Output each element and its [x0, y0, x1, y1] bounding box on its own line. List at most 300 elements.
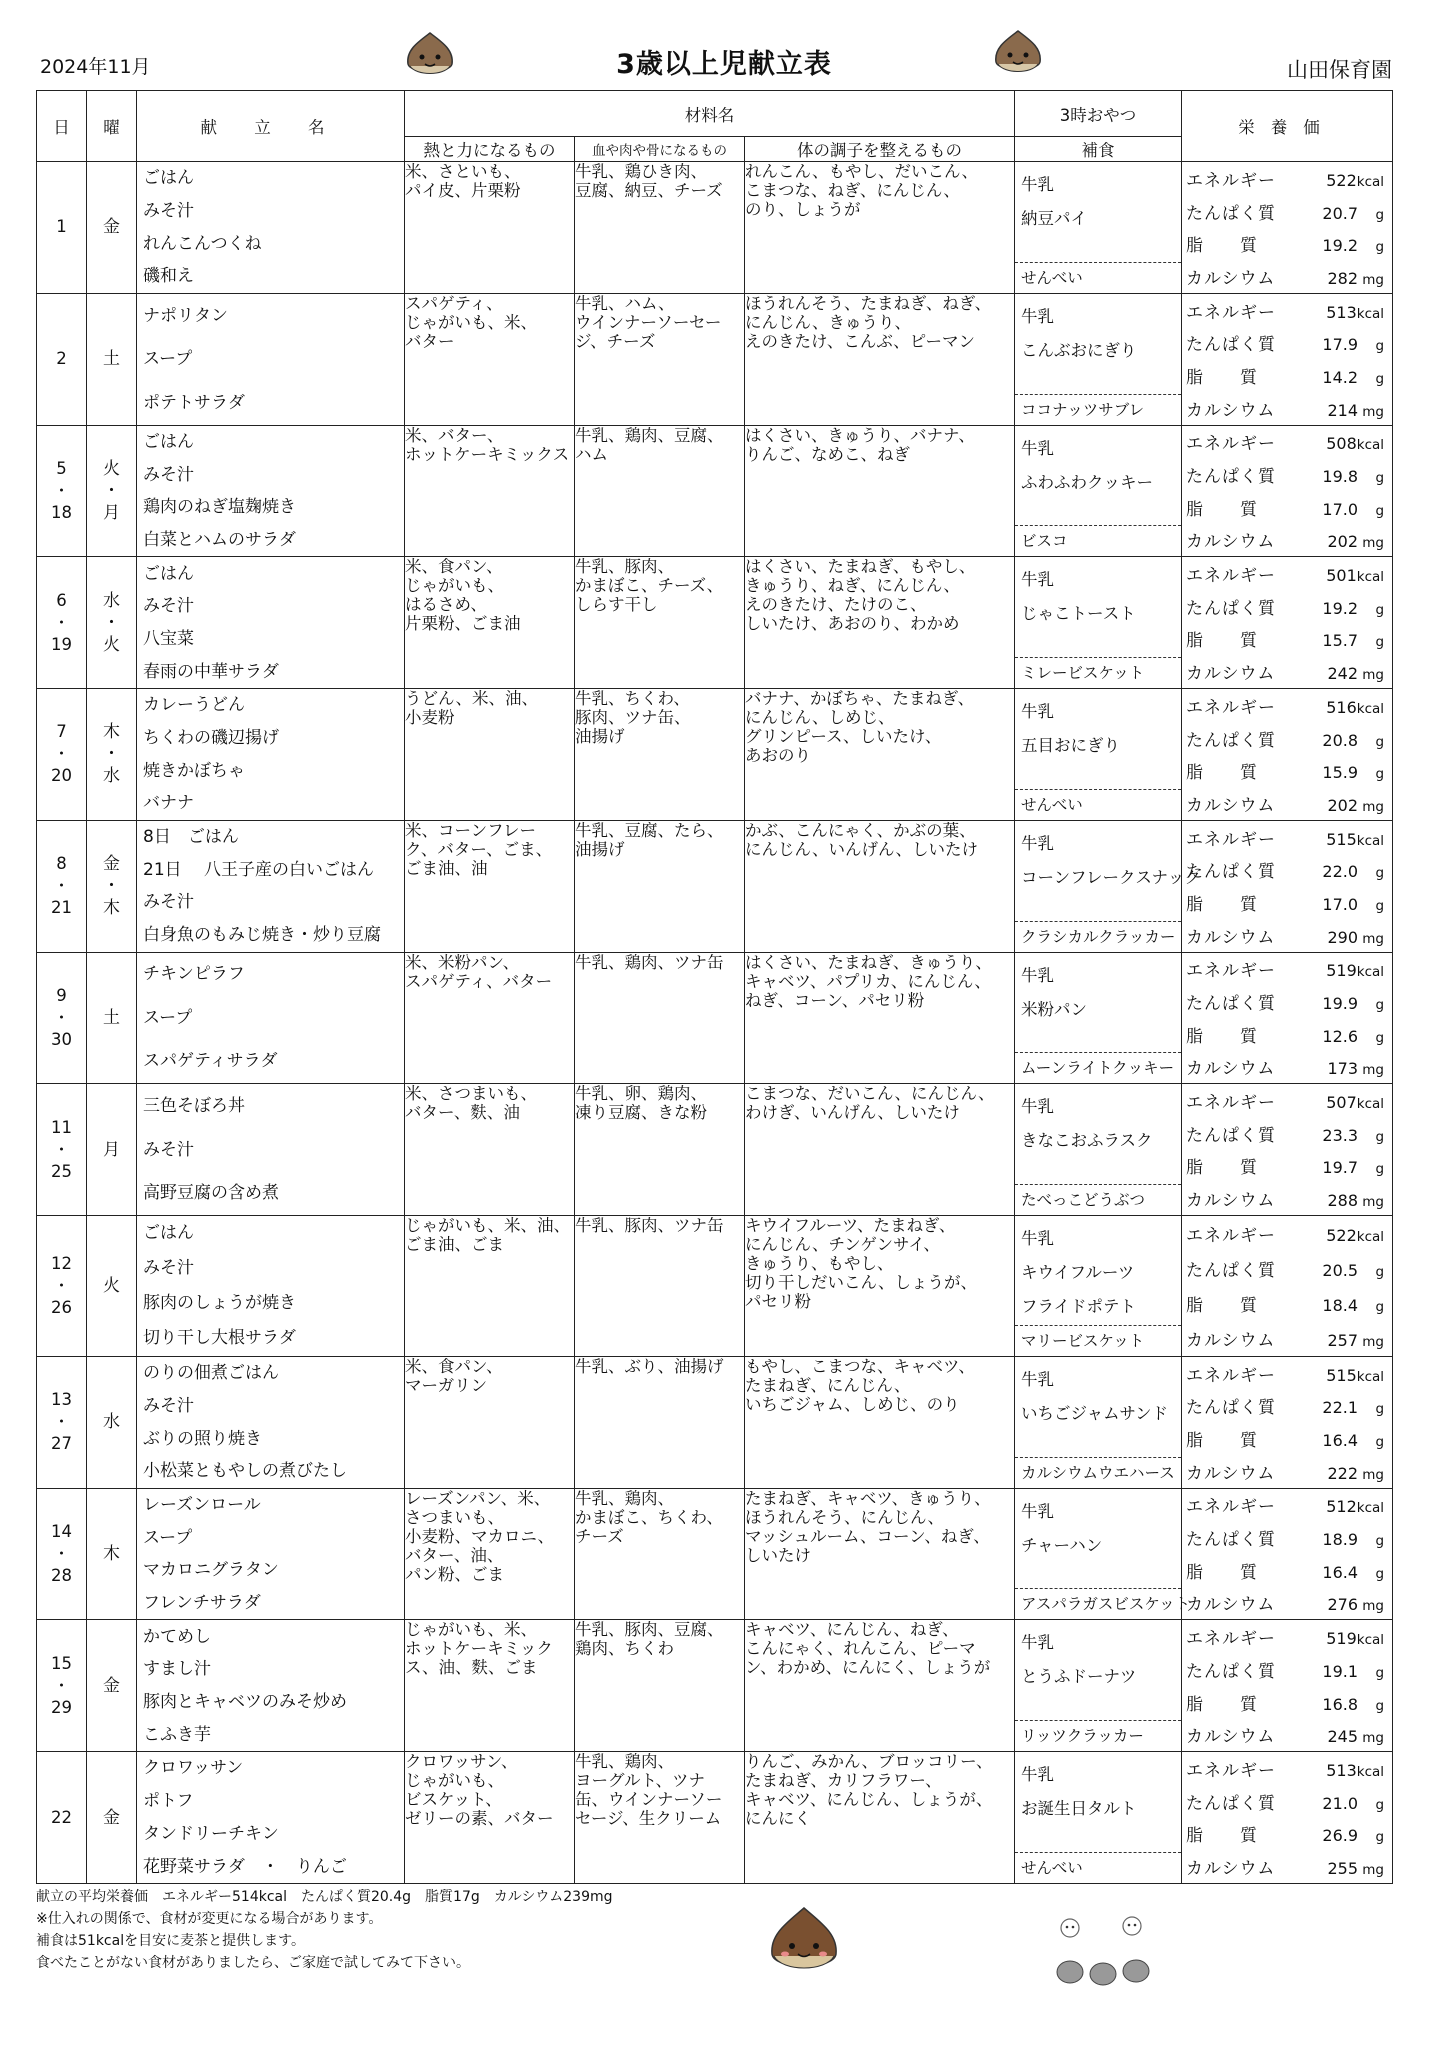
nutrient-value: 22.0: [1322, 862, 1359, 882]
mat-energy-cell: 米、食パン、 じゃがいも、 はるさめ、 片栗粉、ごま油: [405, 557, 575, 689]
dish-name: みそ汁: [143, 1395, 194, 1416]
nutrient-label: カルシウム: [1186, 1595, 1276, 1616]
nutrient-protein: [1186, 1789, 1388, 1814]
mat-condition-cell: はくさい、たまねぎ、きゅうり、 キャベツ、パプリカ、にんじん、 ねぎ、コーン、パセリ粉: [745, 952, 1015, 1084]
nutrient-unit: g: [1375, 1029, 1385, 1046]
nutrient-label: たんぱく質: [1186, 994, 1277, 1015]
nutrient-unit: mg: [1362, 667, 1385, 684]
nutrient-unit: g: [1375, 1128, 1385, 1145]
snack-cell: [1015, 293, 1182, 425]
dish-name: みそ汁: [143, 464, 194, 485]
nutrition-cell: [1182, 1216, 1393, 1357]
menu-row: [37, 820, 1393, 952]
dish-name: チキンピラフ: [143, 964, 245, 985]
dish-name: フレンチサラダ: [143, 1592, 261, 1613]
mat-condition-cell: れんこん、もやし、だいこん、 こまつな、ねぎ、にんじん、 のり、しょうが: [745, 162, 1015, 294]
nutrient-fat: [1186, 1291, 1388, 1316]
dish-name: 磯和え: [143, 266, 194, 287]
nutrient-protein: [1186, 462, 1388, 487]
nutrient-value: 276: [1327, 1595, 1359, 1615]
weekday-cell: 土: [87, 952, 137, 1084]
nutrient-value: 515: [1326, 829, 1357, 849]
nutrient-unit: g: [1375, 1697, 1385, 1714]
nutrient-value: 515: [1326, 1365, 1357, 1385]
footer-line: 献立の平均栄養価 エネルギー514kcal たんぱく質20.4g 脂質17g カルシウム239mg: [36, 1889, 613, 1905]
nutrient-fat: [1186, 495, 1388, 520]
dish-name: 八宝菜: [143, 628, 194, 649]
hoshoku-item: ココナッツサブレ: [1015, 394, 1181, 425]
nutrient-unit: mg: [1362, 403, 1385, 420]
nutrient-protein: [1186, 989, 1388, 1014]
nutrient-label: たんぱく質: [1186, 862, 1277, 883]
dish-name: ごはん: [143, 563, 194, 584]
nutrient-value: 16.4: [1322, 1562, 1359, 1582]
snack-cell: [1015, 425, 1182, 557]
nutrient-label: カルシウム: [1186, 532, 1276, 553]
dishes-cell: [137, 1488, 405, 1620]
nutrient-value: 19.7: [1322, 1158, 1359, 1178]
nutrient-label: カルシウム: [1186, 1859, 1276, 1880]
dish-name: 21日 八王子産の白いごはん: [143, 859, 375, 880]
nutrient-value: 12.6: [1322, 1026, 1359, 1046]
weekday-cell: 月: [87, 1084, 137, 1216]
nutrient-fat: [1186, 1558, 1388, 1583]
nutrient-fat: [1186, 1821, 1388, 1846]
nutrient-unit: g: [1375, 601, 1385, 618]
dish-name: 豚肉のしょうが焼き: [143, 1293, 296, 1314]
nutrient-unit: g: [1375, 1829, 1385, 1846]
nutrient-label: カルシウム: [1186, 1463, 1276, 1484]
dish-name: ちくわの磯辺揚げ: [143, 728, 279, 749]
nutrient-label: 脂 質: [1186, 1431, 1259, 1452]
page-title: 3歳以上児献立表: [616, 49, 832, 80]
nutrient-value: 214: [1327, 400, 1359, 420]
mat-body-cell: 牛乳、豆腐、たら、 油揚げ: [575, 820, 745, 952]
dish-name: みそ汁: [143, 892, 194, 913]
mat-body-cell: 牛乳、鶏肉、 かまぼこ、ちくわ、 チーズ: [575, 1488, 745, 1620]
dish-name: みそ汁: [143, 596, 194, 617]
nutrient-unit: kcal: [1356, 1500, 1385, 1517]
dish-name: 小松菜ともやしの煮びたし: [143, 1461, 347, 1482]
dish-name: ナポリタン: [143, 305, 228, 326]
dish-name: ポトフ: [143, 1791, 194, 1812]
nutrient-label: たんぱく質: [1186, 335, 1277, 356]
col-weekday: 曜: [87, 91, 137, 162]
weekday-cell: 水 ・ 火: [87, 557, 137, 689]
col-nutrition: 栄養価: [1182, 91, 1393, 162]
nutrient-energy: [1186, 1361, 1388, 1386]
snack-item: コーンフレークスナック: [1021, 867, 1201, 887]
dish-name: かてめし: [143, 1626, 211, 1647]
menu-row: [37, 689, 1393, 821]
menu-row: [37, 425, 1393, 557]
nutrient-unit: g: [1375, 239, 1385, 256]
nutrient-label: カルシウム: [1186, 795, 1276, 816]
dish-name: カレーうどん: [143, 695, 245, 716]
nutrient-unit: mg: [1362, 1466, 1385, 1483]
snack-cell: [1015, 1488, 1191, 1620]
chestnut-face-right-icon: [990, 28, 1046, 80]
hoshoku-item: マリービスケット: [1015, 1325, 1181, 1356]
nutrient-value: 18.9: [1322, 1530, 1359, 1550]
hoshoku-item: ミレービスケット: [1015, 657, 1181, 688]
nutrient-protein: [1186, 199, 1388, 224]
menu-row: [37, 1620, 1393, 1752]
nutrient-unit: kcal: [1356, 1096, 1385, 1113]
mat-energy-cell: クロワッサン、 じゃがいも、 ビスケット、 ゼリーの素、バター: [405, 1752, 575, 1884]
nutrient-value: 23.3: [1322, 1125, 1359, 1145]
nutrient-value: 519: [1326, 1629, 1357, 1649]
nutrient-protein: [1186, 726, 1388, 751]
nutrient-value: 20.5: [1322, 1260, 1359, 1280]
nutrient-unit: g: [1375, 865, 1385, 882]
hoshoku-item: クラシカルクラッカー: [1015, 921, 1181, 952]
dishes-cell: [137, 557, 405, 689]
nutrient-value: 18.4: [1322, 1295, 1359, 1315]
weekday-cell: 金 ・ 木: [87, 820, 137, 952]
nutrient-unit: mg: [1362, 1194, 1385, 1211]
nutrition-cell: [1182, 1752, 1393, 1884]
nutrition-cell: [1182, 1488, 1393, 1620]
col-mat-body: 血や肉や骨になるもの: [575, 137, 745, 162]
dish-name: ぶりの照り焼き: [143, 1428, 262, 1449]
nutrient-protein: [1186, 1657, 1388, 1682]
nutrient-unit: g: [1375, 502, 1385, 519]
snack-item: 牛乳: [1021, 1501, 1055, 1521]
day-cell: 9 ・ 30: [37, 952, 87, 1084]
col-menu: 献 立 名: [137, 91, 405, 162]
nutrient-label: たんぱく質: [1186, 203, 1277, 224]
nutrient-label: カルシウム: [1186, 1059, 1276, 1080]
nutrient-calcium: [1186, 527, 1388, 552]
nutrient-fat: [1186, 363, 1388, 388]
col-snack: 3時おやつ: [1015, 91, 1182, 137]
mat-energy-cell: スパゲティ、 じゃがいも、米、 バター: [405, 293, 575, 425]
weekday-cell: 木 ・ 水: [87, 689, 137, 821]
nutrient-energy: [1186, 298, 1388, 323]
dish-name: 鶏肉のねぎ塩麹焼き: [143, 497, 296, 518]
snack-item: きなこおふラスク: [1021, 1131, 1153, 1151]
day-cell: 13 ・ 27: [37, 1356, 87, 1488]
nutrient-value: 19.2: [1322, 236, 1359, 256]
mat-condition-cell: ほうれんそう、たまねぎ、ねぎ、 にんじん、きゅうり、 えのきたけ、こんぶ、ピーマン: [745, 293, 1015, 425]
snack-cell: [1015, 557, 1182, 689]
nutrient-protein: [1186, 594, 1388, 619]
weekday-cell: 金: [87, 162, 137, 294]
dish-name: 白菜とハムのサラダ: [143, 529, 296, 550]
hoshoku-item: ムーンライトクッキー: [1015, 1052, 1181, 1083]
nutrient-unit: g: [1375, 1263, 1385, 1280]
mat-energy-cell: 米、米粉パン、 スパゲティ、バター: [405, 952, 575, 1084]
nutrient-protein: [1186, 1256, 1388, 1281]
snack-item: ふわふわクッキー: [1021, 472, 1154, 492]
nutrient-label: たんぱく質: [1186, 1530, 1277, 1551]
nutrient-value: 522: [1326, 170, 1357, 190]
nutrient-label: エネルギー: [1186, 829, 1277, 850]
nutrient-protein: [1186, 1525, 1388, 1550]
dishes-cell: [137, 1620, 405, 1752]
nutrient-unit: mg: [1362, 1730, 1385, 1747]
mat-condition-cell: こまつな、だいこん、にんじん、 わけぎ、いんげん、しいたけ: [745, 1084, 1015, 1216]
nutrient-value: 15.9: [1322, 763, 1359, 783]
nutrient-label: カルシウム: [1186, 400, 1276, 421]
nutrient-label: たんぱく質: [1186, 1260, 1277, 1281]
nutrient-value: 17.9: [1322, 335, 1359, 355]
snack-item: 牛乳: [1021, 570, 1055, 590]
snack-item: 牛乳: [1021, 1229, 1055, 1248]
snack-cell: [1015, 1356, 1182, 1488]
nutrient-value: 508: [1326, 434, 1357, 454]
nutrient-label: エネルギー: [1186, 697, 1277, 718]
hoshoku-item: カルシウムウエハース: [1015, 1457, 1181, 1488]
weekday-cell: 火 ・ 月: [87, 425, 137, 557]
nutrient-unit: kcal: [1356, 1228, 1385, 1245]
nutrition-cell: [1182, 1620, 1393, 1752]
dishes-cell: [137, 952, 405, 1084]
nutrient-label: カルシウム: [1186, 268, 1276, 289]
mat-condition-cell: もやし、こまつな、キャベツ、 たまねぎ、にんじん、 いちごジャム、しめじ、のり: [745, 1356, 1015, 1488]
dish-name: すまし汁: [143, 1659, 211, 1680]
dish-name: 三色そぼろ丼: [143, 1096, 245, 1117]
snack-item: とうふドーナツ: [1021, 1667, 1137, 1687]
mat-body-cell: 牛乳、卵、鶏肉、 凍り豆腐、きな粉: [575, 1084, 745, 1216]
nutrient-label: 脂 質: [1186, 499, 1259, 520]
mat-condition-cell: かぶ、こんにゃく、かぶの葉、 にんじん、いんげん、しいたけ: [745, 820, 1015, 952]
nutrient-label: エネルギー: [1186, 566, 1277, 587]
snack-item: お誕生日タルト: [1021, 1799, 1137, 1819]
nutrient-value: 202: [1327, 532, 1359, 552]
nutrient-unit: kcal: [1356, 173, 1385, 190]
footer-line: 補食は51kcalを目安に麦茶と提供します。: [36, 1933, 305, 1949]
nutrient-value: 14.2: [1322, 367, 1359, 387]
mat-condition-cell: バナナ、かぼちゃ、たまねぎ、 にんじん、しめじ、 グリンピース、しいたけ、 あおのり: [745, 689, 1015, 821]
mat-condition-cell: りんご、みかん、ブロッコリー、 たまねぎ、カリフラワー、 キャベツ、にんじん、しょうが、 にんにく: [745, 1752, 1015, 1884]
mat-condition-cell: たまねぎ、キャベツ、きゅうり、 ほうれんそう、にんじん、 マッシュルーム、コーン、ねぎ、 しいたけ: [745, 1488, 1015, 1620]
mat-body-cell: 牛乳、鶏ひき肉、 豆腐、納豆、チーズ: [575, 162, 745, 294]
day-cell: 1: [37, 162, 87, 294]
menu-row: [37, 1752, 1393, 1884]
snack-cell: [1015, 1216, 1182, 1357]
nutrient-energy: [1186, 1088, 1388, 1113]
nutrient-calcium: [1186, 1854, 1388, 1879]
dish-name: マカロニグラタン: [143, 1560, 279, 1581]
mat-energy-cell: 米、さつまいも、 バター、麩、油: [405, 1084, 575, 1216]
nutrient-unit: g: [1375, 206, 1385, 223]
nutrient-calcium: [1186, 264, 1388, 289]
nutrient-label: エネルギー: [1186, 434, 1277, 455]
dishes-cell: [137, 1356, 405, 1488]
nutrient-value: 17.0: [1322, 894, 1359, 914]
footer-notes: [36, 1886, 613, 1974]
nutrition-cell: [1182, 557, 1393, 689]
hoshoku-item: ビスコ: [1015, 525, 1181, 556]
weekday-cell: 土: [87, 293, 137, 425]
mat-body-cell: 牛乳、鶏肉、豆腐、 ハム: [575, 425, 745, 557]
nutrient-label: エネルギー: [1186, 1225, 1277, 1246]
day-cell: 15 ・ 29: [37, 1620, 87, 1752]
snack-item: 牛乳: [1021, 1633, 1055, 1653]
nutrient-calcium: [1186, 396, 1388, 421]
nutrient-value: 20.8: [1322, 730, 1359, 750]
nutrient-unit: g: [1375, 1533, 1385, 1550]
nutrient-label: カルシウム: [1186, 1727, 1276, 1748]
dish-name: 白身魚のもみじ焼き・炒り豆腐: [143, 925, 381, 946]
dish-name: 8日 ごはん: [143, 827, 239, 848]
nutrient-value: 290: [1327, 927, 1359, 947]
snack-item: フライドポテト: [1021, 1297, 1137, 1316]
nutrient-unit: g: [1375, 1401, 1385, 1418]
footer-line: ※仕入れの関係で、食材が変更になる場合があります。: [36, 1911, 383, 1927]
school-name: 山田保育園: [1287, 58, 1392, 82]
col-hoshoku: 補食: [1015, 137, 1182, 162]
nutrient-value: 282: [1327, 268, 1359, 288]
nutrient-label: たんぱく質: [1186, 598, 1277, 619]
nutrient-energy: [1186, 1756, 1388, 1781]
snack-cell: [1015, 1752, 1182, 1884]
mat-energy-cell: うどん、米、油、 小麦粉: [405, 689, 575, 821]
nutrient-label: 脂 質: [1186, 1562, 1259, 1583]
nutrient-label: たんぱく質: [1186, 1398, 1277, 1419]
nutrient-value: 513: [1326, 302, 1357, 322]
dish-name: みそ汁: [143, 1258, 194, 1279]
day-cell: 14 ・ 28: [37, 1488, 87, 1620]
nutrient-fat: [1186, 890, 1388, 915]
snack-item: 牛乳: [1021, 175, 1055, 194]
hoshoku-item: リッツクラッカー: [1015, 1720, 1181, 1751]
nutrient-unit: g: [1375, 1565, 1385, 1582]
col-materials: 材料名: [405, 91, 1015, 137]
nutrient-calcium: [1186, 1722, 1388, 1747]
snack-item: 牛乳: [1021, 306, 1055, 326]
nutrient-value: 222: [1327, 1463, 1359, 1483]
snack-item: 五目おにぎり: [1021, 736, 1121, 755]
nutrient-calcium: [1186, 791, 1388, 816]
nutrient-value: 20.7: [1322, 203, 1359, 223]
snack-item: 牛乳: [1021, 702, 1055, 721]
weekday-cell: 木: [87, 1488, 137, 1620]
nutrient-value: 16.4: [1322, 1431, 1359, 1451]
nutrient-unit: kcal: [1356, 964, 1385, 981]
nutrient-label: エネルギー: [1186, 1629, 1277, 1650]
nutrition-cell: [1182, 1356, 1393, 1488]
snack-cell: [1015, 1084, 1182, 1216]
nutrition-cell: [1182, 952, 1393, 1084]
nutrient-unit: kcal: [1356, 437, 1385, 454]
dish-name: ごはん: [143, 431, 194, 452]
dish-name: ポテトサラダ: [143, 392, 245, 413]
nutrient-value: 19.1: [1322, 1661, 1359, 1681]
dish-name: みそ汁: [143, 1139, 194, 1160]
nutrition-cell: [1182, 689, 1393, 821]
snack-item: 牛乳: [1021, 1369, 1055, 1389]
mat-energy-cell: 米、コーンフレー ク、バター、ごま、 ごま油、油: [405, 820, 575, 952]
menu-row: [37, 557, 1393, 689]
nutrition-cell: [1182, 293, 1393, 425]
mat-body-cell: 牛乳、豚肉、豆腐、 鶏肉、ちくわ: [575, 1620, 745, 1752]
nutrient-energy: [1186, 1221, 1388, 1246]
nutrient-calcium: [1186, 1054, 1388, 1079]
dish-name: 切り干し大根サラダ: [143, 1328, 296, 1349]
chestnut-character-icon: [764, 1904, 844, 1978]
nutrition-cell: [1182, 162, 1393, 294]
menu-table: [36, 90, 1393, 1884]
dish-name: レーズンロール: [143, 1494, 261, 1515]
nutrient-label: カルシウム: [1186, 927, 1276, 948]
nutrient-energy: [1186, 166, 1388, 191]
mat-body-cell: 牛乳、ハム、 ウインナーソーセー ジ、チーズ: [575, 293, 745, 425]
nutrient-energy: [1186, 1624, 1388, 1649]
snack-item: チャーハン: [1021, 1535, 1103, 1555]
nutrient-calcium: [1186, 659, 1388, 684]
nutrient-unit: g: [1375, 1664, 1385, 1681]
snack-item: じゃこトースト: [1021, 604, 1136, 624]
nutrient-energy: [1186, 956, 1388, 981]
nutrient-energy: [1186, 693, 1388, 718]
nutrient-label: カルシウム: [1186, 1191, 1276, 1212]
nutrient-unit: mg: [1362, 1598, 1385, 1615]
dishes-cell: [137, 1084, 405, 1216]
menu-row: [37, 162, 1393, 294]
nutrient-value: 242: [1327, 664, 1359, 684]
nutrient-label: たんぱく質: [1186, 1661, 1277, 1682]
nutrient-fat: [1186, 626, 1388, 651]
menu-row: [37, 1216, 1393, 1357]
dish-name: ごはん: [143, 168, 194, 189]
nutrient-energy: [1186, 1492, 1388, 1517]
nutrient-protein: [1186, 1121, 1388, 1146]
mat-energy-cell: 米、さといも、 パイ皮、片栗粉: [405, 162, 575, 294]
nutrient-value: 507: [1326, 1093, 1357, 1113]
mat-body-cell: 牛乳、ぶり、油揚げ: [575, 1356, 745, 1488]
snack-item: 納豆パイ: [1021, 209, 1088, 228]
mat-body-cell: 牛乳、鶏肉、ツナ缶: [575, 952, 745, 1084]
nutrient-calcium: [1186, 923, 1388, 948]
nutrient-label: エネルギー: [1186, 302, 1277, 323]
weekday-cell: 金: [87, 1752, 137, 1884]
nutrient-unit: kcal: [1356, 305, 1385, 322]
hoshoku-item: せんべい: [1015, 789, 1181, 820]
nutrient-unit: g: [1375, 1161, 1385, 1178]
nutrient-unit: g: [1375, 1298, 1385, 1315]
dish-name: スパゲティサラダ: [143, 1051, 278, 1072]
nutrient-value: 19.8: [1322, 467, 1359, 487]
day-cell: 11 ・ 25: [37, 1084, 87, 1216]
snack-item: こんぶおにぎり: [1021, 340, 1137, 360]
nutrient-protein: [1186, 330, 1388, 355]
mat-energy-cell: じゃがいも、米、油、 ごま油、ごま: [405, 1216, 575, 1357]
nutrient-label: エネルギー: [1186, 961, 1277, 982]
snack-item: 牛乳: [1021, 1765, 1055, 1785]
nutrient-label: エネルギー: [1186, 1093, 1277, 1114]
nutrient-label: 脂 質: [1186, 1158, 1259, 1179]
menu-row: [37, 952, 1393, 1084]
mat-condition-cell: はくさい、たまねぎ、もやし、 きゅうり、ねぎ、にんじん、 えのきたけ、たけのこ、 しいたけ、あおのり、わかめ: [745, 557, 1015, 689]
snack-item: 牛乳: [1021, 1097, 1055, 1117]
dishes-cell: [137, 1216, 405, 1357]
nutrient-value: 21.0: [1322, 1793, 1359, 1813]
dish-name: ごはん: [143, 1223, 194, 1244]
day-cell: 2: [37, 293, 87, 425]
nutrient-label: エネルギー: [1186, 170, 1277, 191]
snack-cell: [1015, 689, 1182, 821]
nutrient-value: 202: [1327, 795, 1359, 815]
hoshoku-item: せんべい: [1015, 262, 1181, 293]
nutrient-fat: [1186, 1426, 1388, 1451]
snack-cell: [1015, 952, 1182, 1084]
dish-name: れんこんつくね: [143, 233, 262, 254]
nutrient-protein: [1186, 1393, 1388, 1418]
nutrient-value: 501: [1326, 566, 1357, 586]
